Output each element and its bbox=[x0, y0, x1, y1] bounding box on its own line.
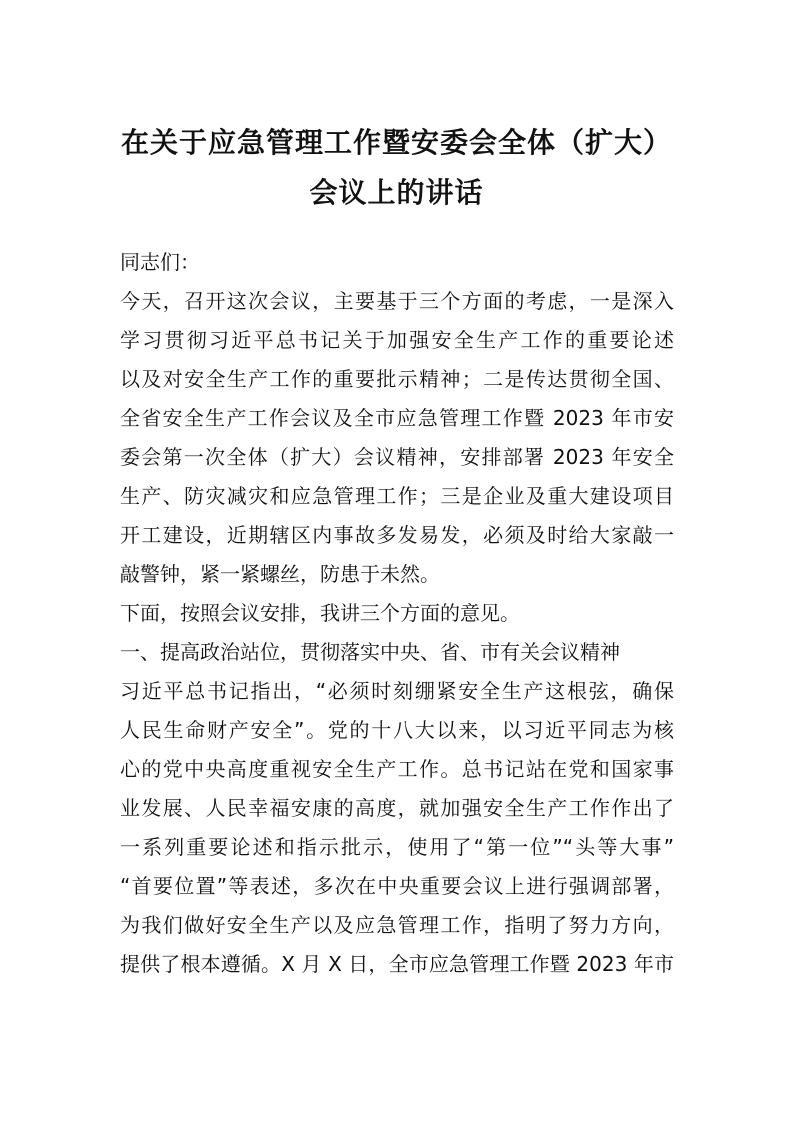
paragraph-line: 生产、防灾减灾和应急管理工作；三是企业及重大建设项目 bbox=[120, 484, 674, 508]
paragraph-line: 学习贯彻习近平总书记关于加强安全生产工作的重要论述 bbox=[120, 328, 674, 352]
paragraph-line: 心的党中央高度重视安全生产工作。总书记站在党和国家事 bbox=[120, 757, 674, 781]
paragraph-line: 敲警钟，紧一紧螺丝，防患于未然。 bbox=[120, 562, 440, 586]
paragraph-line: 下面，按照会议安排，我讲三个方面的意见。 bbox=[120, 601, 520, 625]
section-heading-1 bbox=[120, 633, 674, 672]
paragraph-line: 为我们做好安全生产以及应急管理工作，指明了努力方向， bbox=[120, 913, 674, 937]
document-body bbox=[120, 243, 674, 984]
salutation-text: 同志们： bbox=[120, 250, 200, 274]
paragraph-line: 人民生命财产安全”。党的十八大以来，以习近平同志为核 bbox=[120, 718, 674, 742]
paragraph-line: “首要位置”等表述，多次在中央重要会议上进行强调部署， bbox=[120, 874, 674, 898]
paragraph-line: 业发展、人民幸福安康的高度，就加强安全生产工作作出了 bbox=[120, 796, 674, 820]
paragraph-section-1 bbox=[120, 672, 674, 984]
paragraph-line: 今天，召开这次会议，主要基于三个方面的考虑，一是深入 bbox=[120, 289, 674, 313]
paragraph-line: 习近平总书记指出，“必须时刻绷紧安全生产这根弦，确保 bbox=[120, 679, 674, 703]
document-title-line-2: 会议上的讲话 bbox=[309, 176, 484, 209]
paragraph-line: 提供了根本遵循。X 月 X 日，全市应急管理工作暨 2023 年市 bbox=[120, 952, 674, 976]
section-heading-text: 一、提高政治站位，贯彻落实中央、省、市有关会议精神 bbox=[120, 640, 620, 664]
paragraph-line: 委会第一次全体（扩大）会议精神，安排部署 2023 年安全 bbox=[120, 445, 674, 469]
paragraph-transition bbox=[120, 594, 674, 633]
paragraph-opening bbox=[120, 282, 674, 594]
paragraph-line: 开工建设，近期辖区内事故多发易发，必须及时给大家敲一 bbox=[120, 523, 674, 547]
salutation bbox=[120, 243, 674, 282]
paragraph-line: 全省安全生产工作会议及全市应急管理工作暨 2023 年市安 bbox=[120, 406, 674, 430]
paragraph-line: 一系列重要论述和指示批示，使用了“第一位”“头等大事” bbox=[120, 835, 674, 859]
paragraph-line: 以及对安全生产工作的重要批示精神；二是传达贯彻全国、 bbox=[120, 367, 674, 391]
document-title-line-1: 在关于应急管理工作暨安委会全体（扩大） bbox=[120, 126, 672, 159]
